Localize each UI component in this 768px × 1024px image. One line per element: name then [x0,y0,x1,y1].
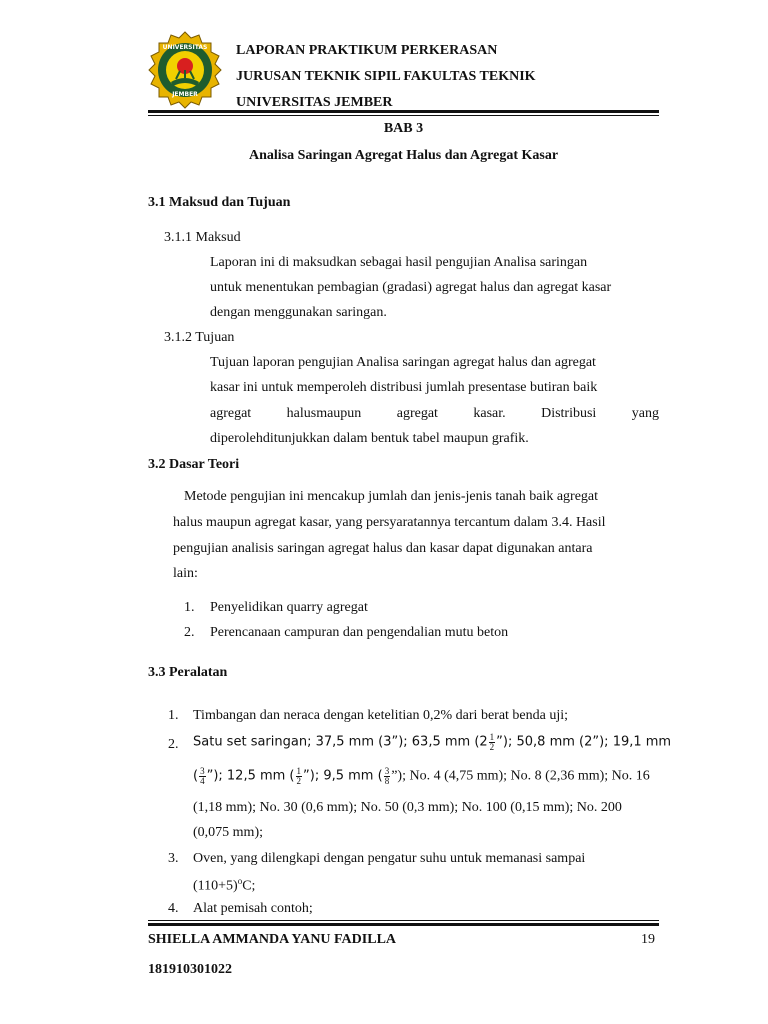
footer-author-name: SHIELLA AMMANDA YANU FADILLA [148,932,397,947]
peralatan-item-2-line-1: Satu set saringan; 37,5 mm (3”); 63,5 mm (2 $\frac{1}{2}$ ”); 50,8 mm (2”); 19,1 mm [193,732,672,752]
fraction-one-half: $\frac{1}{2}$ [489,732,495,752]
peralatan-item-2-line-3: (1,18 mm); No. 30 (0,6 mm); No. 50 (0,3 mm); No. 100 (0,15 mm); No. 200 [193,800,622,815]
teori-line-1: Metode pengujian ini mencakup jumlah dan jenis-jenis tanah baik agregat [184,489,599,504]
header-line-2: JURUSAN TEKNIK SIPIL FAKULTAS TEKNIK [236,69,536,84]
header-line-3: UNIVERSITAS JEMBER [236,95,393,110]
maksud-line-2: untuk menentukan pembagian (gradasi) agregat halus dan agregat kasar [210,280,612,295]
fraction-one-half-2: $\frac{1}{2}$ [296,766,302,786]
tujuan-line-2: kasar ini untuk memperoleh distribusi jumlah presentase butiran baik [210,380,598,395]
teori-item-2-number: 2. [184,625,195,640]
tujuan-line-3: agregat halusmaupun agregat kasar. Distribusi yang [210,406,659,421]
teori-item-1-text: Penyelidikan quarry agregat [210,600,368,615]
tujuan-line-4: diperolehditunjukkan dalam bentuk tabel maupun grafik. [210,431,529,446]
header-line-1: LAPORAN PRAKTIKUM PERKERASAN [236,43,498,58]
peralatan-item-2-number: 2. [168,737,179,752]
fraction-three-quarters: $\frac{3}{4}$ [200,766,205,786]
peralatan-item-1-number: 1. [168,708,179,723]
teori-item-2-text: Perencanaan campuran dan pengendalian mutu beton [210,625,509,640]
footer-rule-thin [148,920,659,921]
subsection-3-1-1-heading: 3.1.1 Maksud [164,230,241,245]
peralatan-item-4-number: 4. [168,901,179,916]
peralatan-item-3-line-1: Oven, yang dilengkapi dengan pengatur suhu untuk memanasi sampai [193,851,586,866]
teori-item-1-number: 1. [184,600,195,615]
footer-rule-thick [148,923,659,926]
peralatan-item-2-line-4: (0,075 mm); [193,825,263,840]
maksud-line-3: dengan menggunakan saringan. [210,305,387,320]
tujuan-line-1: Tujuan laporan pengujian Analisa saringan agregat halus dan agregat [210,355,596,370]
peralatan-item-3-line-2: $(110+5)^oC$; [193,876,256,894]
logo-text-bottom: JEMBER [172,91,198,98]
logo-text-top: UNIVERSITAS [162,44,208,51]
section-3-1-heading: 3.1 Maksud dan Tujuan [148,195,291,210]
teori-line-4: lain: [173,566,198,581]
section-3-3-heading: 3.3 Peralatan [148,665,228,680]
peralatan-item-4-text: Alat pemisah contoh; [193,901,313,916]
teori-line-2: halus maupun agregat kasar, yang persyaratannya tercantum dalam 3.4. Hasil [173,515,606,530]
university-logo [145,30,225,110]
teori-line-3: pengujian analisis saringan agregat halus dan kasar dapat digunakan antara [173,541,593,556]
peralatan-item-3-number: 3. [168,851,179,866]
section-3-2-heading: 3.2 Dasar Teori [148,457,240,472]
page-number: 19 [641,932,655,947]
header-rule-thick [148,110,659,113]
maksud-line-1: Laporan ini di maksudkan sebagai hasil pengujian Analisa saringan [210,255,588,270]
subsection-3-1-2-heading: 3.1.2 Tujuan [164,330,235,345]
footer-student-id: 181910301022 [148,962,232,977]
chapter-title: Analisa Saringan Agregat Halus dan Agregat Kasar [248,148,559,163]
peralatan-item-2-line-2: ( $\frac{3}{4}$ ”); 12,5 mm ( $\frac{1}{2}$ ”); 9,5 mm ( $\frac{3}{8}$ ”); No. 4 (4,75 mm); No. 8 (2,36 mm); No. 16 [193,766,650,786]
peralatan-item-1-text: Timbangan dan neraca dengan ketelitian 0,2% dari berat benda uji; [193,708,569,723]
header-rule-thin [148,115,659,116]
chapter-number: BAB 3 [383,121,424,136]
fraction-three-eighths: $\frac{3}{8}$ [384,766,390,786]
